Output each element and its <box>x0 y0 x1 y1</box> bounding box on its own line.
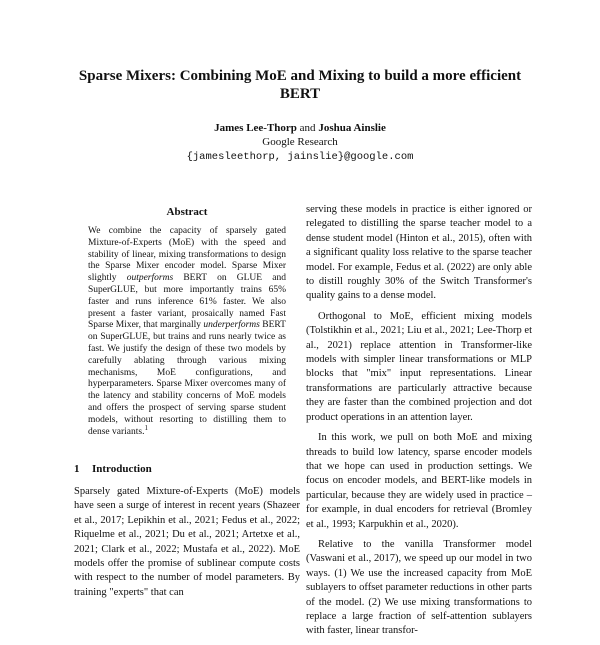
abstract-text: BERT on SuperGLUE, but trains and runs nearly twice as fast. We justify the design of these two models by carefully ablating through various mixing mechanisms, MoE configurations, and hyperparameters. Sparse Mixer overcomes many of the latency and stability concerns of MoE models and offers the prospect of serving sparse student models, without resorting to distilling them to dense variants. <box>88 320 286 437</box>
author-conjunction: and <box>299 122 316 134</box>
abstract-body <box>88 226 286 438</box>
abstract-text: We combine the capacity of sparsely gated Mixture-of-Experts (MoE) with the speed and stability of linear, mixing transformations to design the Sparse Mixer encoder model. Sparse Mixer slightly <box>88 226 286 284</box>
right-column-body <box>306 203 532 645</box>
body-paragraph: Orthogonal to MoE, efficient mixing models (Tolstikhin et al., 2021; Liu et al., 2021; Lee-Thorp et al., 2021) replace attention in Transformer-like models with simpler linear transformations or MLP blocks that "mix" input representations. Linear transformations are particularly attractive because they are faster than the combined projection and dot product operations in an attention layer. <box>306 310 532 423</box>
author-name: James Lee-Thorp <box>214 122 297 134</box>
author-line <box>0 121 600 135</box>
section-heading-introduction <box>74 463 300 475</box>
affiliation: Google Research <box>262 136 338 148</box>
section-title: Introduction <box>92 463 152 475</box>
abstract-emphasis: underperforms <box>203 320 260 331</box>
body-paragraph: Sparsely gated Mixture-of-Experts (MoE) models have seen a surge of interest in recent years (Shazeer et al., 2017; Lepikhin et al., 2021; Fedus et al., 2022; Riquelme et al., 2021; Du et al., 2021; Artetxe et al., 2021; Clark et al., 2022; Mustafa et al., 2022). MoE models offer the promise of sublinear compute costs with respect to the number of model parameters. By training "experts" that can <box>74 486 300 598</box>
paper-title: Sparse Mixers: Combining MoE and Mixing to build a more efficient BERT <box>78 68 522 102</box>
author-name: Joshua Ainslie <box>318 122 386 134</box>
section-number: 1 <box>74 463 80 475</box>
footnote-marker[interactable]: 1 <box>144 423 148 432</box>
body-paragraph: serving these models in practice is either ignored or relegated to distilling the sparse teacher model to a dense student model (Hinton et al., 2015), often with a significant quality loss relative to the sparse teacher model. For example, Fedus et al. (2022) are only able to distill roughly 30% of the Switch Transformer's quality gains to a dense model. <box>306 204 532 302</box>
body-paragraph: Relative to the vanilla Transformer model (Vaswani et al., 2017), we speed up our model in two ways. (1) We use the increased capacity from MoE sublayers to offset parameter reductions in other parts of the model. (2) We use mixing transformations to replace a large fraction of self-attention sublayers with faster, linear transfor- <box>306 538 532 637</box>
left-column-body <box>74 485 300 600</box>
author-block <box>0 121 600 164</box>
abstract-paragraph <box>88 226 286 438</box>
abstract-text: BERT on GLUE and SuperGLUE, but more importantly trains 65% faster and runs inference 61% faster. We also present a faster variant, prosaically named Fast Sparse Mixer, that marginally <box>88 273 286 331</box>
author-emails: {jamesleethorp, jainslie}@google.com <box>186 151 414 163</box>
abstract-emphasis: outperforms <box>126 273 174 284</box>
body-paragraph: In this work, we pull on both MoE and mixing threads to build low latency, sparse encoder models that we hope can used in production settings. We focus on encoder models, and BERT-like models in particular, because they are widely used in practice – for example, in dual encoders for retrieval (Bromley et al., 1993; Karpukhin et al., 2020). <box>306 432 532 530</box>
abstract-heading: Abstract <box>166 206 208 218</box>
